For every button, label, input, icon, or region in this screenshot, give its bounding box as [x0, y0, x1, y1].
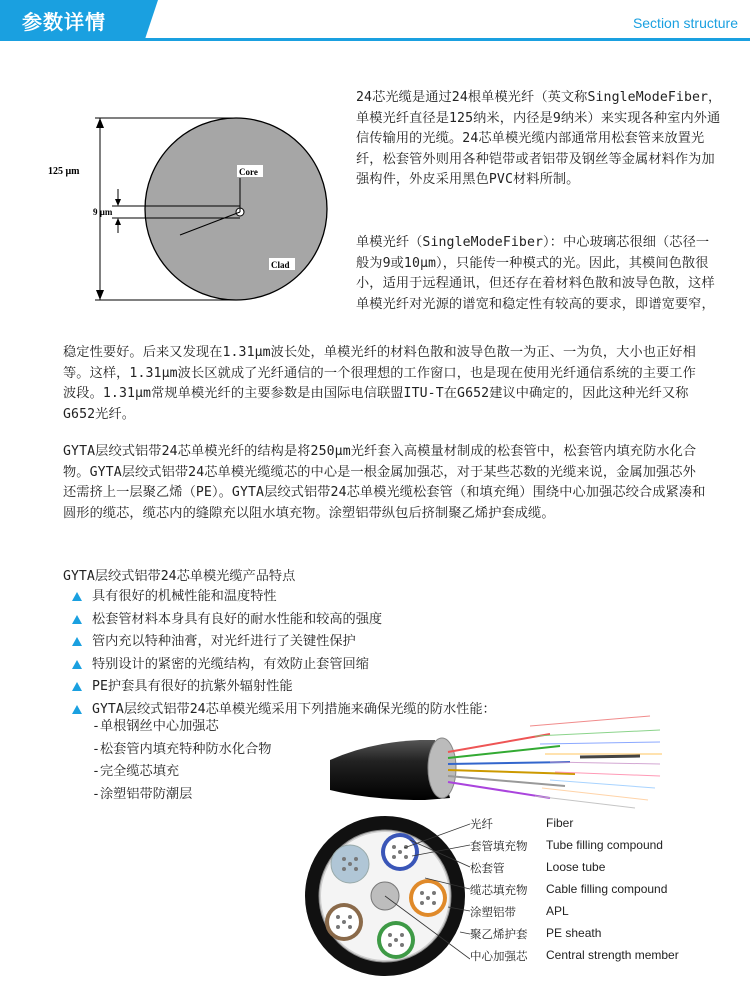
intro-paragraph-2: 单模光纤（SingleModeFiber）：中心玻璃芯很细（芯径一般为9或10μm），只能传一种模式的光。因此，其模间色散很小，适用于远程通讯，但还存在着材料色散和波导色散，这样单模光纤对光源的谱宽和稳定性有较高的要求，即谱宽要窄，	[356, 235, 715, 312]
fiber-cross-section-diagram	[40, 105, 340, 310]
feature-item: GYTA层绞式铝带24芯单模光缆采用下列措施来确保光缆的防水性能：	[72, 699, 632, 722]
section-header	[0, 0, 750, 45]
section-subtitle: Section structure	[632, 15, 738, 31]
legend-row: 光纤 Fiber	[470, 816, 574, 831]
section-title: 参数详情	[22, 10, 106, 34]
cable-photo	[330, 712, 665, 810]
legend-row: 聚乙烯护套 PE sheath	[470, 926, 602, 941]
feature-item: 管内充以特种油膏，对光纤进行了关键性保护	[72, 631, 632, 654]
legend-row: 中心加强芯 Central strength member	[470, 948, 679, 963]
measure-item: -完全缆芯填充	[92, 764, 180, 780]
intro-paragraph-1: 24芯光缆是通过24根单模光纤（英文称SingleModeFiber，单模光纤直径是125纳米，内径是9纳米）来实现各种室内外通信传输用的光缆。24芯单模光缆内部通常用松套管来放置光纤，松套管外则用各种铠带或者铝带及钢丝等金属材料作为加强构件，外皮采用黑色PVC材料所制。	[356, 90, 722, 187]
measure-item: -单根钢丝中心加强芯	[92, 719, 219, 734]
features-title: GYTA层绞式铝带24芯单模光缆产品特点	[63, 569, 296, 584]
measure-item: -涂塑铝带防潮层	[92, 786, 193, 802]
core-label: Core	[239, 167, 258, 177]
cable-cross-section-diagram	[300, 812, 470, 980]
measure-item: -松套管内填充特种防水化合物	[92, 741, 272, 757]
feature-item: 具有很好的机械性能和温度特性	[72, 586, 632, 609]
feature-item: 特别设计的紧密的光缆结构，有效防止套管回缩	[72, 654, 632, 677]
clad-label: Clad	[271, 260, 290, 270]
legend-row: 松套管 Loose tube	[470, 860, 606, 875]
structure-paragraph: GYTA层绞式铝带24芯单模光纤的结构是将250μm光纤套入高模量材制成的松套管中，松套管内填充防水化合物。GYTA层绞式铝带24芯单模光缆缆芯的中心是一根金属加强芯，对于某些芯数的光缆来说，金属加强芯外还需挤上一层聚乙烯（PE）。GYTA层绞式铝带24芯单模光缆松套管（和填充绳）围绕中心加强芯绞合成紧凑和圆形的缆芯，缆芯内的缝隙充以阻水填充物。涂塑铝带纵包后挤制聚乙烯护套成缆。	[63, 444, 706, 521]
intro-paragraph-2-continued: 稳定性要好。后来又发现在1.31μm波长处，单模光纤的材料色散和波导色散一为正、一为负，大小也正好相等。这样，1.31μm波长区就成了光纤通信的一个很理想的工作窗口，也是现在使用光纤通信系统的主要工作波段。1.31μm常规单模光纤的主要参数是由国际电信联盟ITU-T在G652建议中确定的，因此这种光纤又称G652光纤。	[63, 345, 696, 422]
header-divider	[0, 38, 750, 41]
triangle-bullet-icon	[72, 660, 82, 669]
triangle-bullet-icon	[72, 637, 82, 646]
triangle-bullet-icon	[72, 592, 82, 601]
triangle-bullet-icon	[72, 682, 82, 691]
legend-row: 涂塑铝带 APL	[470, 904, 569, 919]
triangle-bullet-icon	[72, 615, 82, 624]
feature-item: 松套管材料本身具有良好的耐水性能和较高的强度	[72, 609, 632, 632]
legend-row: 缆芯填充物 Cable filling compound	[470, 882, 668, 897]
legend-row: 套管填充物 Tube filling compound	[470, 838, 663, 853]
outer-diameter-label: 125 μm	[48, 166, 80, 177]
feature-item: PE护套具有很好的抗紫外辐射性能	[72, 676, 632, 699]
core-diameter-label: 9 μm	[93, 207, 113, 217]
triangle-bullet-icon	[72, 705, 82, 714]
features-list	[72, 586, 632, 722]
waterproof-measures-list	[92, 716, 271, 806]
